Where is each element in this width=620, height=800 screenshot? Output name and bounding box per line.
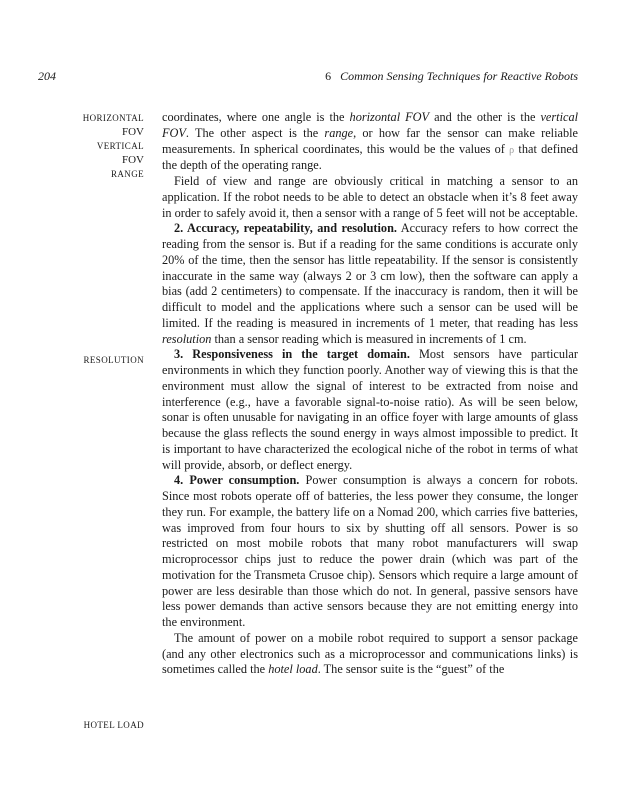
paragraph: coordinates, where one angle is the horizontal FOV and the other is the vertical FOV. The other aspect is the range, or how far the sensor can make reliable measurements. In spherical coordinates, this would be the values of ρ that defined the depth of the operating range. [162, 110, 579, 173]
running-head [325, 66, 578, 86]
margin-note-vertical: VERTICAL [96, 141, 144, 151]
chapter-title: Common Sensing Techniques for Reactive Robots [340, 69, 578, 83]
margin-note-resolution: RESOLUTION [83, 355, 144, 365]
section-heading: 4. Power consumption. [174, 473, 300, 488]
margin-note-fov [83, 111, 144, 181]
running-header [38, 66, 578, 86]
paragraph: The amount of power on a mobile robot required to support a sensor package (and any other electronics such as a microprocessor and communications links) is sometimes called the hotel load. The sensor suite is the “guest” of the [162, 630, 578, 677]
margin-note-horizontal-fov [83, 111, 144, 139]
term-horizontal-fov: horizontal FOV [349, 110, 430, 124]
paragraph: Field of view and range are obviously critical in matching a sensor to an application. If the robot needs to be able to detect an obstacle when it’s 8 feet away in order to safely avoid it, then a sensor with a range of 5 feet will not be acceptable. [162, 174, 578, 220]
margin-note-fov-label: FOV [121, 126, 144, 138]
margin-note-fov-label-2: FOV [121, 154, 144, 166]
margin-note-horizontal: HORIZONTAL [82, 113, 144, 123]
margin-note-hotel-load: HOTEL LOAD [83, 720, 144, 730]
chapter-number: 6 [325, 69, 332, 83]
body-text [162, 110, 578, 678]
paragraph: 2. Accuracy, repeatability, and resolution. Accuracy refers to how correct the reading from the sensor is. But if a reading for the same conditions is accurate only 20% of the time, then the sensor has little repeatability. If the sensor is consistently inaccurate in the same way (always 2 or 3 cm low), then the software can apply a bias (add 2 centimeters) to compensate. If the inaccuracy is random, then it will be difficult to model and the applications where such a sensor can be used will be limited. If the reading is measured in increments of 1 meter, that reading has less resolution than a sensor reading which is measured in increments of 1 cm. [162, 221, 578, 346]
margin-note-vertical-fov [83, 139, 144, 167]
term-hotel-load: hotel load [268, 662, 318, 677]
paragraph: 3. Responsiveness in the target domain. Most sensors have particular environments in which they function poorly. Another way of viewing this is that the environment must allow the signal of interest to be extracted from noise and interference (e.g., have a favorable signal-to-noise ratio). As will be seen below, sonar is often unusable for navigating in an office foyer with large amounts of glass because the glass reflects the sound energy in ways almost impossible to predict. It is important to have characterized the ecological niche of the robot in terms of what will provide, absorb, or deflect energy. [162, 347, 578, 472]
term-vertical-fov: vertical FOV [162, 110, 579, 140]
section-heading: 3. Responsiveness in the target domain. [174, 347, 410, 362]
rho-symbol: ρ [509, 144, 515, 156]
term-resolution: resolution [162, 331, 212, 346]
term-range: range [324, 125, 354, 140]
page-number: 204 [38, 69, 56, 83]
paragraph: 4. Power consumption. Power consumption is always a concern for robots. Since most robots operate off of batteries, the less power they consume, the longer they run. For example, the battery life on a Nomad 200, which carries five batteries, was improved from four hours to six by shutting off all sensors. Power is so restricted on most mobile robots that many robot manufacturers will swap microprocessor chips just to reduce the power drain (which was part of the motivation for the Transmeta Crusoe chip). Sensors which require a large amount of power are less desirable than those which do not. In general, passive sensors have less power demands than active sensors because they are not emitting energy into the environment. [162, 473, 578, 629]
section-heading: 2. Accuracy, repeatability, and resolution. [174, 221, 397, 236]
margin-note-range: RANGE [111, 169, 144, 179]
